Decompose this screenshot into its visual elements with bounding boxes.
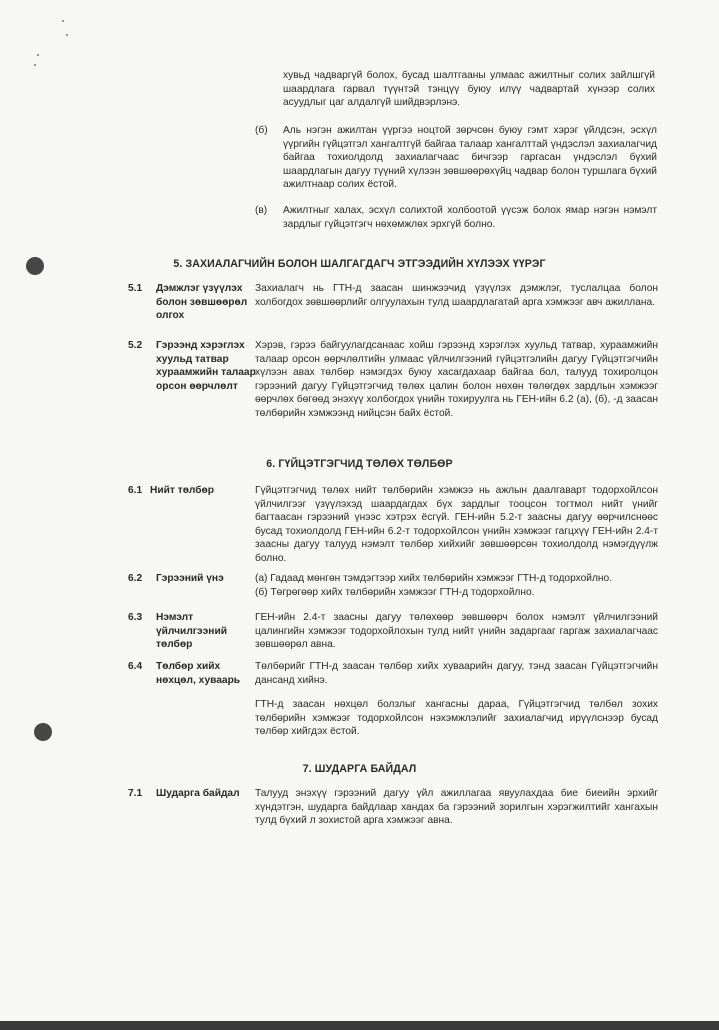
scan-speck [34, 64, 36, 66]
section-7-heading: 7. ШУДАРГА БАЙДАЛ [302, 763, 417, 775]
section-6-heading: 6. ГҮЙЦЭТГЭГЧИД ТӨЛӨХ ТӨЛБӨР [266, 458, 453, 470]
clause-title: Нийт төлбөр [150, 485, 214, 496]
clause-number: 6.1 [128, 485, 143, 496]
clause-title: Төлбөр хийх нөхцөл, хуваарь [156, 661, 241, 686]
clause-6-4 [128, 660, 658, 739]
price-option-a: (а) Гадаад мөнгөн тэмдэгтээр хийх төлбөрийн хэмжээг ГТН-д тодорхойлно. [255, 573, 613, 584]
scan-speck [37, 54, 39, 56]
clause-text: Төлбөрийг ГТН-д заасан төлбөр хийх хуваарийн дагуу, тэнд заасан Гүйцэтгэгчийн дансанд хийнэ. [255, 661, 658, 686]
clause-number: 6.3 [128, 612, 143, 623]
clause-number: 6.2 [128, 573, 143, 584]
clause-number: 5.2 [128, 340, 143, 351]
section-5-heading: 5. ЗАХИАЛАГЧИЙН БОЛОН ШАЛГАГДАГЧ ЭТГЭЭДИЙН ХҮЛЭЭХ ҮҮРЭГ [173, 258, 546, 270]
scan-bottom-edge [0, 1021, 719, 1030]
clause-6-2 [128, 572, 658, 599]
clause-number: 7.1 [128, 788, 143, 799]
subitem-label: (в) [255, 205, 268, 216]
subitem-c [255, 204, 657, 231]
clause-6-3 [128, 611, 658, 652]
clause-6-1 [128, 484, 658, 566]
subitem-label: (б) [255, 125, 268, 136]
clause-text: ГТН-д заасан нөхцөл болзлыг хангасны дараа, Гүйцэтгэгчид төлбөл зохих төлбөрийн хэмжээг тодорхойлсон нэхэмжлэлийг захиалагчид ирүүлснээр бусад төлбөр хийгдэх ёстой. [255, 699, 658, 738]
clause-title: Гэрээнд хэрэглэх хуульд татвар хураамжийн талаар орсон өөрчлөлт [156, 340, 256, 392]
clause-title: Гэрээний үнэ [156, 573, 224, 584]
subitem-text: Аль нэгэн ажилтан үүргээ ноцтой зөрчсөн буюу гэмт хэрэг үйлдсэн, эсхүл үүргийн гүйцэтгэл хангалтгүй байгаа талаар хангалттай үндэслэл захиалагчид байгаа тохиолдолд захиалагчаас бичгээр гаргасан үндэслэл бүхий шаардлагын дагуу түүний хүлээн зөвшөөрөхүйц чадвар болон туршлага бүхий ажилтнаар солих ёстой. [283, 125, 657, 191]
continuation-paragraph: хувьд чадваргүй болох, бусад шалтгааны улмаас ажилтныг солих зайлшгүй шаардлага гарвал түүнтэй тэнцүү буюу илүү чадвартай хүнээр солих асуудлыг цаг алдалгүй шийдвэрлэнэ. [283, 70, 655, 109]
scan-speck [62, 20, 64, 22]
clause-5-1 [128, 282, 658, 322]
clause-text: Талууд энэхүү гэрээний дагуу үйл ажиллагаа явуулахдаа бие биеийн эрхийг хүндэтгэн, шударга байдлаар хандах ба гэрээний зорилгын хэрэгжилтийг хангахын тулд бүхий л зохистой арга хэмжээг авна. [255, 788, 658, 827]
clause-number: 6.4 [128, 661, 143, 672]
clause-text: ГЕН-ийн 2.4-т заасны дагуу төлөхөөр зөвшөөрч болох нэмэлт үйлчилгээний цалингийн хэмжээг тодорхойлохын тулд нийт үнийн задаргааг гаргаж захиалагчаас зөвшөөрөл авна. [255, 612, 658, 651]
clause-title: Дэмжлэг үзүүлэх болон зөвшөөрөл олгох [156, 283, 248, 322]
clause-5-2 [128, 339, 658, 421]
clause-title: Шударга байдал [156, 788, 240, 799]
clause-title: Нэмэлт үйлчилгээний төлбөр [156, 612, 227, 651]
clause-text: Гүйцэтгэгчид төлөх нийт төлбөрийн хэмжээ нь ажлын даалгаварт тодорхойлсон үйлчилгээг үзүүлэхэд шаардагдах бүх зардлыг тооцсон тогтмол нийт үнийг багтаасан гэрээний үнээс хэтрэх ёсгүй. ГЕН-ийн 5.2-т заасны дагуу өөрчилснөөс бусад тохиолдолд ГЕН-ийн 6.2-т тодорхойлсон үнийн хэмжээг гагцхүү ГЕН-ийн 2.4-т заасны дагуу талууд нэмэлт төлбөр хийхийг зөвшөөрсөн тохиолдолд нэмэгдүүлж болно. [255, 485, 658, 564]
subitem-text: Ажилтныг халах, эсхүл солихтой холбоотой үүсэж болох ямар нэгэн нэмэлт зардлыг гүйцэтгэгч нөхөмжлөх эрхгүй болно. [283, 205, 657, 230]
clause-7-1 [128, 787, 658, 828]
clause-text: Захиалагч нь ГТН-д заасан шинжээчид үзүүлэх дэмжлэг, туслалцаа болон холбогдох зөвшөөрлийг олгуулахын тулд шаардлагатай арга хэмжээг авч ажиллана. [255, 283, 658, 308]
scan-speck [66, 34, 68, 36]
clause-number: 5.1 [128, 283, 143, 294]
clause-text: Хэрэв, гэрээ байгуулагдсанаас хойш гэрээнд хэрэглэх хуульд татвар, хураамжийн талаар орсон өөрчлөлтийн улмаас үйлчилгээний гүйцэтгэлийн дагуу Гүйцэтгэгчийн хүлээн авах төлбөр нэмэгдэх буюу хасагдахаар байгаа бол, талууд тохиролцон гэрээний дагуу Гүйцэтгэгчид төлөх цалин болон нөхөн төлөгдөх зардлын хэмжээг өөрчлөх бөгөөд энэхүү холбогдох үнийн тохируулга нь ГЕН-ийн 6.2 (а), (б), -д заасан төлбөрийн хэмжээнд нийцсэн байх ёстой. [255, 340, 658, 419]
subitem-b [255, 124, 657, 192]
price-option-b: (б) Төгрөгөөр хийх төлбөрийн хэмжээг ГТН-д тодорхойлно. [255, 586, 535, 598]
punch-hole [34, 723, 52, 741]
